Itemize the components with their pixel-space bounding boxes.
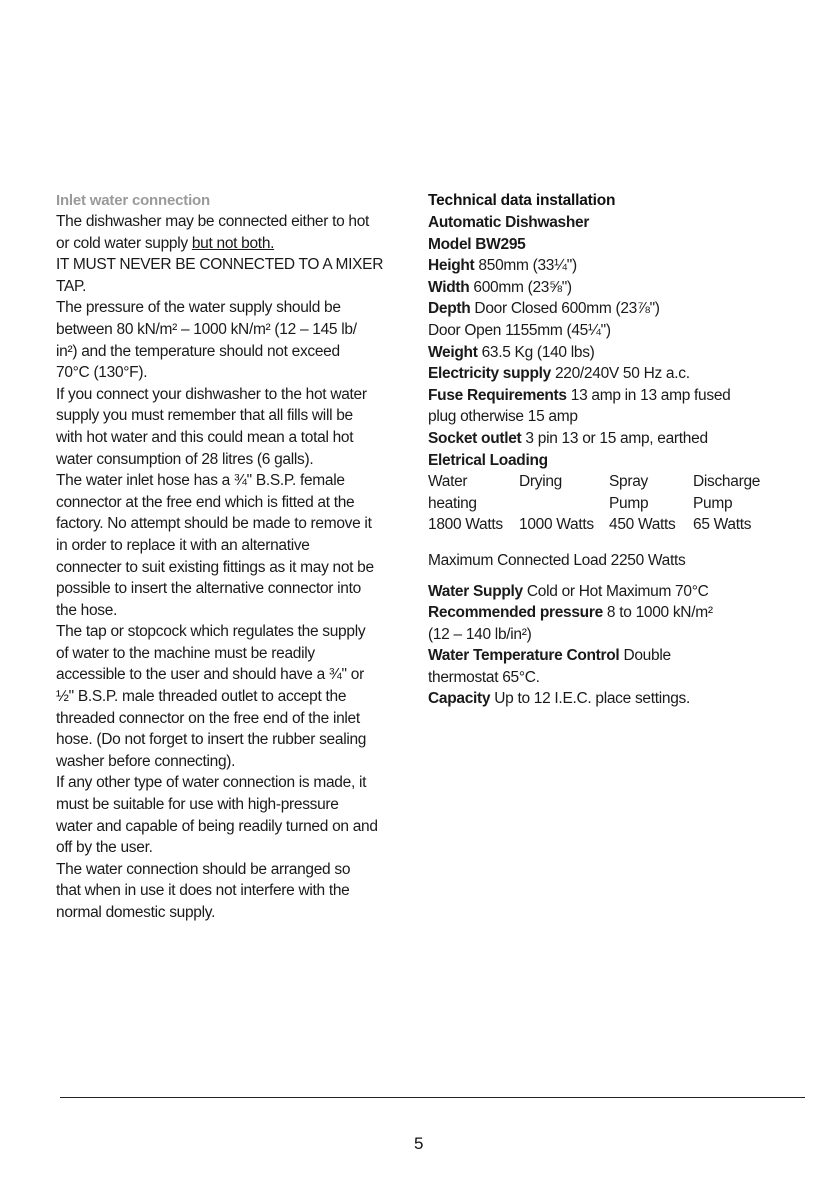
table-cell: Water [428, 473, 468, 491]
left-column [56, 190, 401, 924]
spec-list-lower [428, 550, 823, 710]
inlet-line: The water connection should be arranged so [56, 860, 351, 878]
table-cell: Drying [519, 473, 562, 491]
table-cell: Pump [609, 494, 649, 512]
inlet-line: accessible to the user and should have a ¾" or [56, 666, 364, 684]
inlet-line: possible to insert the alternative connector into [56, 580, 361, 598]
spec-weight [428, 342, 823, 364]
spacer [428, 572, 823, 581]
spec-value: 220/240V 50 Hz a.c. [550, 365, 690, 383]
spec-label: Fuse Requirements [428, 386, 567, 404]
spec-pressure [428, 602, 823, 624]
spec-list [428, 212, 823, 471]
page-number: 5 [414, 1134, 424, 1153]
table-cell [519, 493, 609, 515]
spec-value: Cold or Hot Maximum 70°C [522, 582, 709, 600]
product-name: Automatic Dishwasher [428, 214, 590, 231]
inlet-line: connecter to suit existing fittings as it may not be [56, 558, 374, 576]
spec-pressure-cont: (12 – 140 lb/in²) [428, 625, 532, 643]
inlet-line: washer before connecting). [56, 752, 236, 770]
inlet-line: that when in use it does not interfere with the [56, 882, 350, 900]
inlet-line: between 80 kN/m² – 1000 kN/m² (12 – 145 lb/ [56, 320, 357, 338]
model-number: Model BW295 [428, 235, 526, 253]
spec-value: 63.5 Kg (140 lbs) [477, 343, 595, 361]
table-cell: Discharge [693, 473, 761, 491]
max-load: Maximum Connected Load 2250 Watts [428, 551, 686, 569]
spec-value: 850mm (33¼") [474, 257, 577, 275]
table-cell: 1000 Watts [519, 516, 594, 534]
inlet-line: supply you must remember that all fills will be [56, 407, 353, 425]
spec-label: Water Temperature Control [428, 647, 620, 665]
spec-loading-label: Eletrical Loading [428, 451, 548, 469]
spec-fuse-cont: plug otherwise 15 amp [428, 408, 578, 426]
spec-value: 600mm (23⅝") [469, 278, 572, 296]
spec-value: 13 amp in 13 amp fused [566, 386, 731, 404]
spec-label: Capacity [428, 690, 491, 708]
spec-electricity [428, 363, 823, 385]
spec-value: 3 pin 13 or 15 amp, earthed [521, 429, 708, 447]
underlined-text: but not both. [191, 234, 275, 252]
spec-value: Door Closed 600mm (23⅞") [470, 300, 660, 318]
inlet-line: connector at the free end which is fitted at the [56, 493, 355, 511]
spec-value: 8 to 1000 kN/m² [602, 604, 713, 622]
inlet-line: in order to replace it with an alternative [56, 536, 310, 554]
spec-width [428, 277, 823, 299]
footer-rule [60, 1097, 805, 1098]
spec-label: Socket outlet [428, 429, 522, 447]
inlet-line: normal domestic supply. [56, 904, 216, 921]
spec-label: Recommended pressure [428, 604, 603, 622]
spec-value: Double [619, 647, 671, 665]
spec-capacity [428, 688, 823, 710]
spec-water-supply [428, 581, 823, 603]
inlet-line [56, 233, 401, 255]
inlet-line: IT MUST NEVER BE CONNECTED TO A MIXER [56, 256, 384, 274]
table-cell: Pump [693, 494, 733, 512]
spec-height [428, 255, 823, 277]
spec-value: Up to 12 I.E.C. place settings. [490, 690, 690, 708]
spec-label: Weight [428, 343, 478, 361]
loading-table [428, 471, 823, 536]
inlet-line: ½" B.S.P. male threaded outlet to accept the [56, 688, 347, 706]
table-cell: 450 Watts [609, 516, 676, 534]
spec-label: Water Supply [428, 582, 523, 600]
inlet-line: If you connect your dishwasher to the hot water [56, 385, 367, 403]
inlet-line: with hot water and this could mean a total hot [56, 428, 354, 446]
inlet-line-text: or cold water supply [56, 234, 192, 252]
inlet-line: water and capable of being readily turned on and [56, 817, 378, 835]
inlet-line: The tap or stopcock which regulates the supply [56, 623, 366, 641]
inlet-line: TAP. [56, 277, 87, 295]
inlet-line: 70°C (130°F). [56, 364, 148, 382]
table-cell: 65 Watts [693, 516, 752, 534]
spec-label: Depth [428, 300, 471, 318]
inlet-line: The water inlet hose has a ¾" B.S.P. female [56, 472, 345, 490]
spec-label: Width [428, 278, 470, 296]
spec-socket [428, 428, 823, 450]
inlet-heading: Inlet water connection [56, 192, 210, 209]
inlet-line: of water to the machine must be readily [56, 644, 315, 662]
spec-door-open: Door Open 1155mm (45¼") [428, 321, 611, 339]
table-row [428, 514, 823, 536]
inlet-line: If any other type of water connection is made, it [56, 774, 367, 792]
spec-depth [428, 298, 823, 320]
spec-label: Height [428, 257, 475, 275]
inlet-line: hose. (Do not forget to insert the rubber sealing [56, 731, 367, 749]
inlet-line: must be suitable for use with high-pressure [56, 796, 339, 814]
inlet-line: the hose. [56, 601, 118, 619]
spec-fuse [428, 385, 823, 407]
table-cell: Spray [609, 473, 648, 491]
spec-temperature-cont: thermostat 65°C. [428, 668, 540, 686]
inlet-line: threaded connector on the free end of the inlet [56, 709, 360, 727]
spec-label: Electricity supply [428, 365, 551, 383]
inlet-line: The dishwasher may be connected either to hot [56, 213, 370, 230]
inlet-line: in²) and the temperature should not exceed [56, 342, 340, 360]
table-cell: 1800 Watts [428, 516, 503, 534]
inlet-line: factory. No attempt should be made to remove it [56, 515, 372, 533]
inlet-line: water consumption of 28 litres (6 galls). [56, 450, 314, 468]
spec-temperature [428, 645, 823, 667]
table-row [428, 471, 823, 493]
table-cell: heating [428, 494, 477, 512]
right-column [428, 190, 823, 710]
inlet-line: The pressure of the water supply should be [56, 299, 341, 317]
technical-data-heading: Technical data installation [428, 192, 616, 209]
table-row [428, 493, 823, 515]
inlet-line: off by the user. [56, 839, 153, 857]
spacer [428, 536, 823, 550]
inlet-text [56, 211, 401, 924]
